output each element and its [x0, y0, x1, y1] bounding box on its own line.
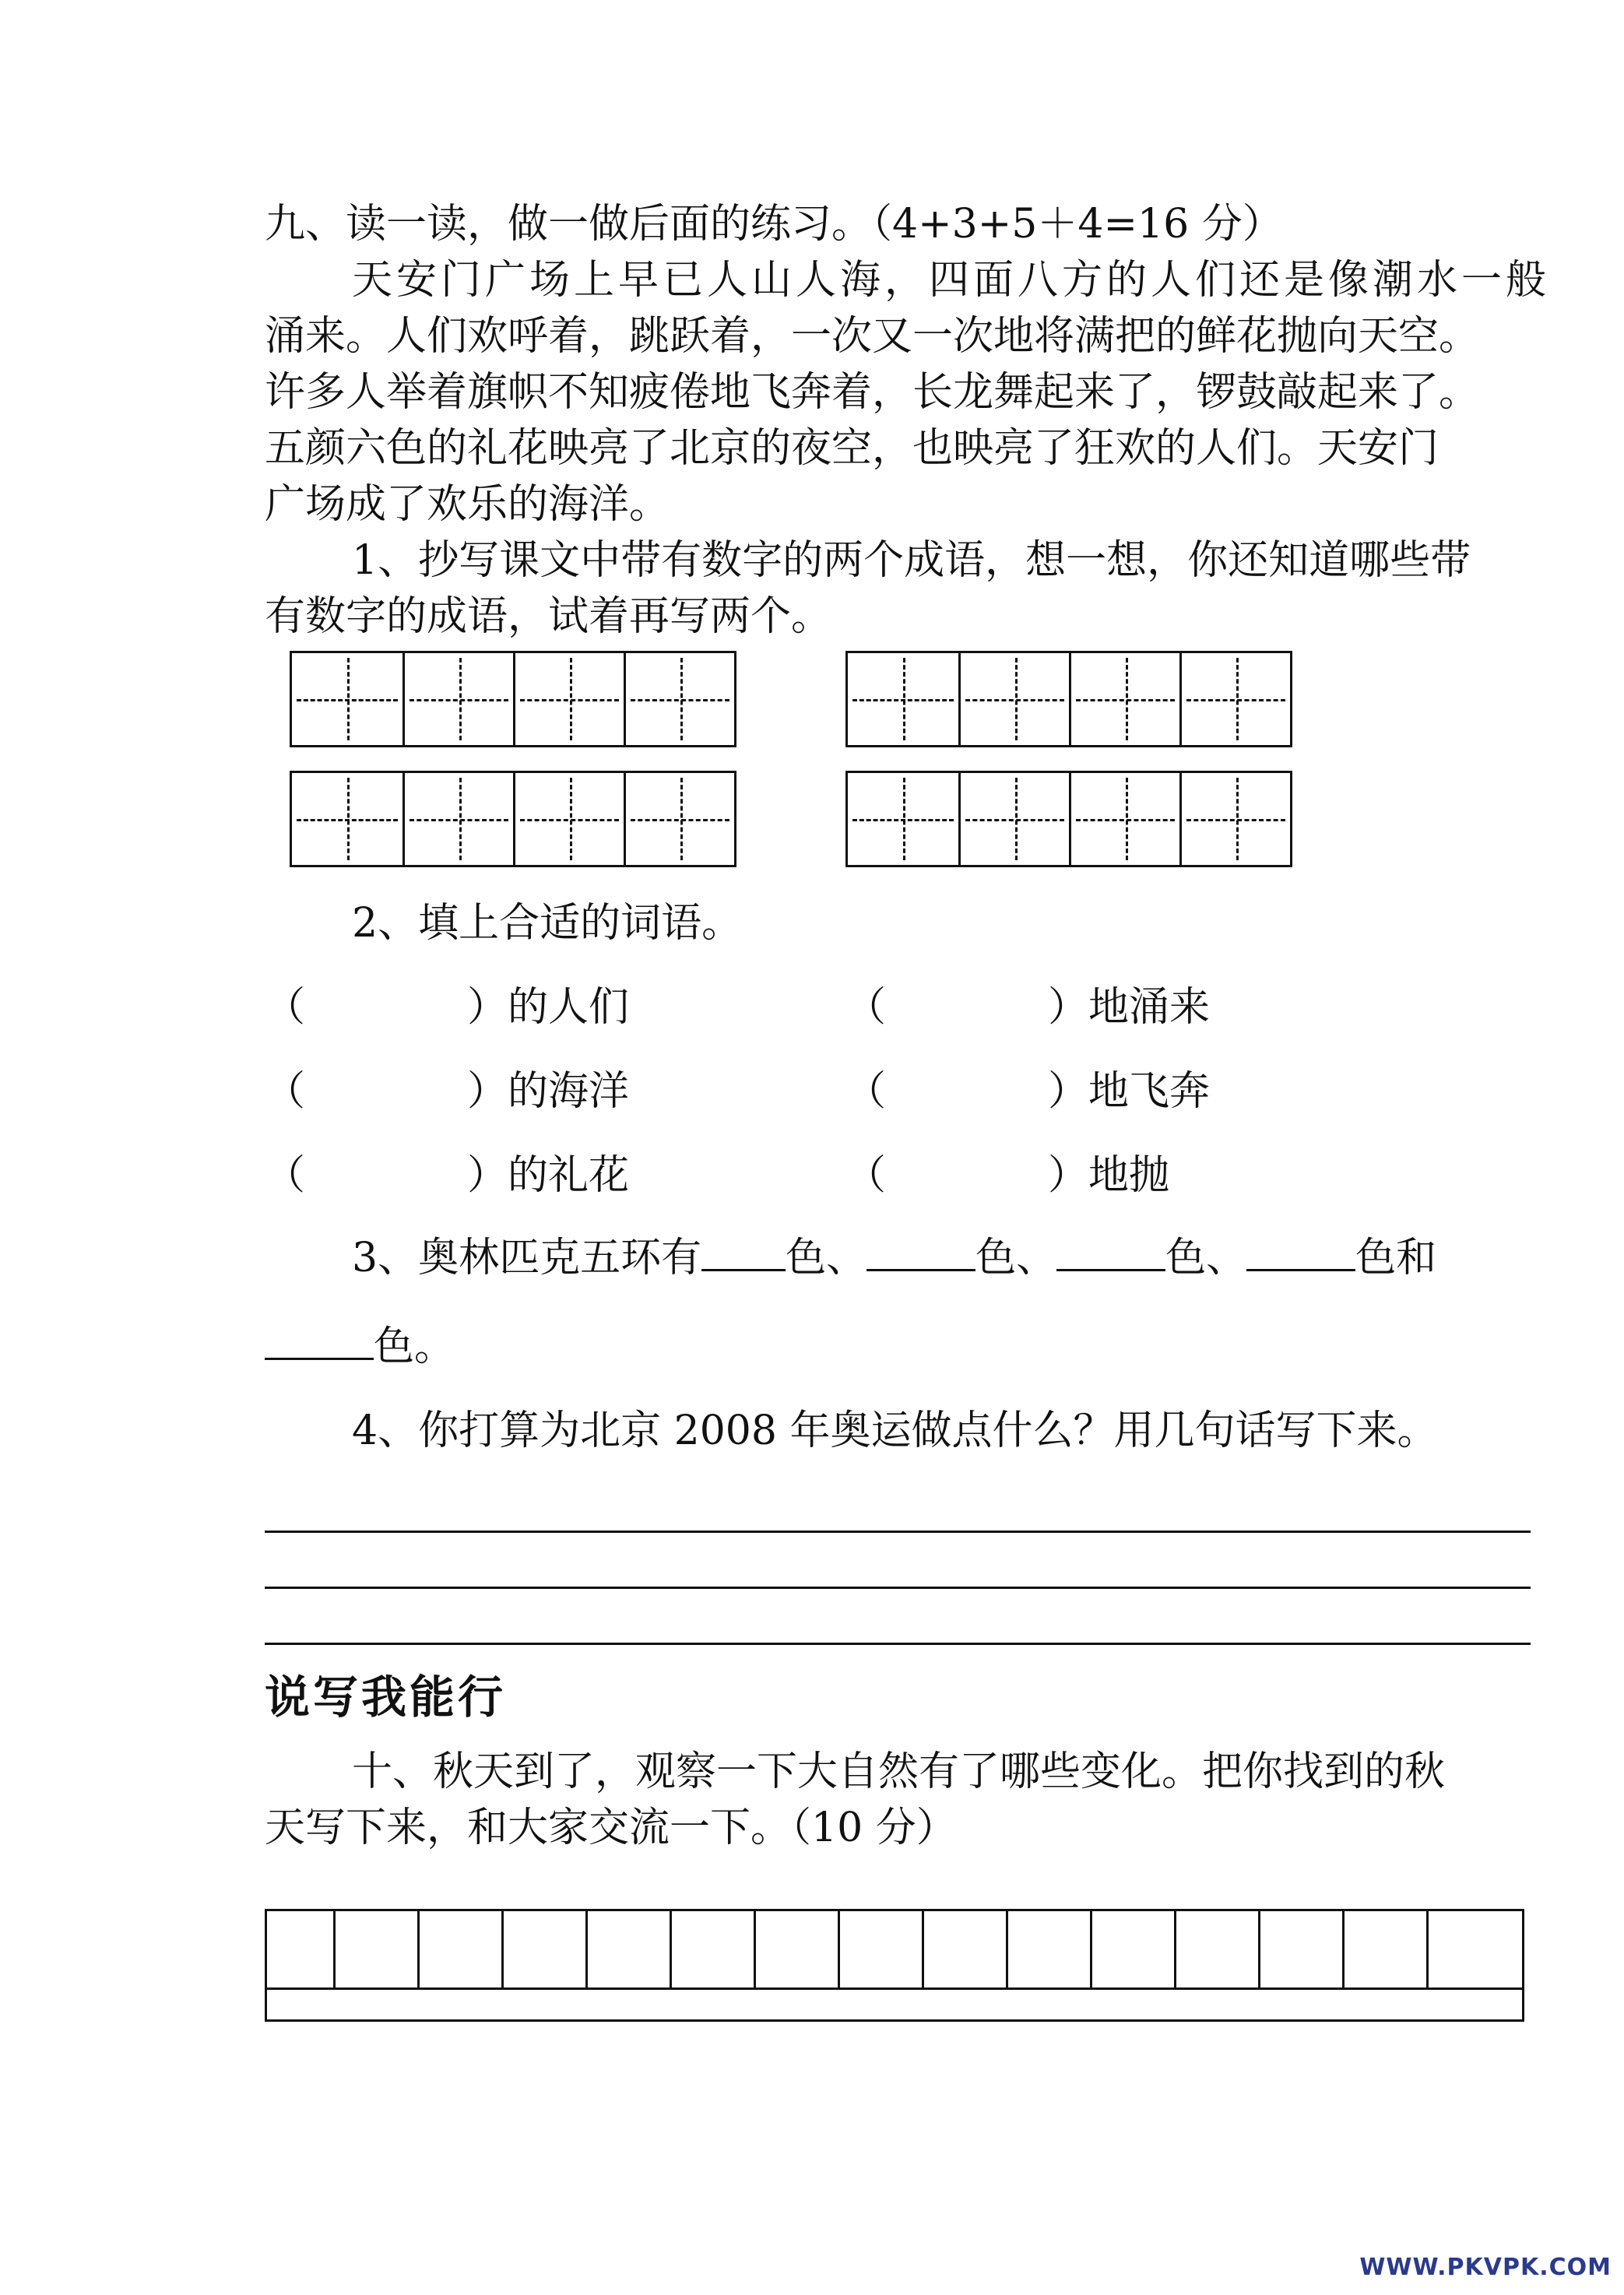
color-label-2: 色、 — [975, 1235, 1057, 1281]
fill-right-3[interactable]: （ ）地抛 — [845, 1152, 1170, 1199]
passage-line-4: 五颜六色的礼花映亮了北京的夜空，也映亮了狂欢的人们。天安门 — [265, 425, 1439, 472]
passage-line-1: 天安门广场上早已人山人海，四面八方的人们还是像潮水一般 — [352, 257, 1551, 304]
color-blank-3[interactable] — [1056, 1238, 1165, 1271]
color-label-4: 色和 — [1355, 1235, 1437, 1281]
color-label-5: 色。 — [374, 1323, 455, 1370]
fill-left-3[interactable]: （ ）的礼花 — [265, 1152, 630, 1199]
answer-line-3[interactable] — [265, 1643, 1531, 1645]
section-heading: 说写我能行 — [265, 1671, 507, 1724]
q9-sub3-cont — [265, 1322, 455, 1372]
q9-sub4: 4、你打算为北京 2008 年奥运做点什么？用几句话写下来。 — [352, 1408, 1438, 1454]
idiom-grid-3[interactable] — [290, 771, 736, 867]
q9-sub3 — [352, 1233, 1436, 1283]
composition-grid[interactable] — [265, 1909, 1524, 2022]
passage-line-2: 涌来。人们欢呼着，跳跃着，一次又一次地将满把的鲜花抛向天空。 — [265, 313, 1480, 360]
fill-left-1[interactable]: （ ）的人们 — [265, 984, 630, 1031]
color-blank-1[interactable] — [701, 1238, 786, 1271]
idiom-grid-1[interactable] — [290, 651, 736, 747]
passage-line-3: 许多人举着旗帜不知疲倦地飞奔着，长龙舞起来了，锣鼓敲起来了。 — [265, 369, 1480, 416]
color-blank-5[interactable] — [265, 1327, 374, 1360]
q10-line-1: 十、秋天到了，观察一下大自然有了哪些变化。把你找到的秋 — [352, 1748, 1446, 1795]
q9-sub1-line-2: 有数字的成语，试着再写两个。 — [265, 593, 832, 640]
q9-sub1-line-1: 1、抄写课文中带有数字的两个成语，想一想，你还知道哪些带 — [352, 537, 1471, 584]
q10-line-2: 天写下来，和大家交流一下。（10 分） — [265, 1805, 957, 1851]
fill-right-1[interactable]: （ ）地涌来 — [845, 984, 1211, 1031]
color-blank-2[interactable] — [866, 1238, 975, 1271]
q9-sub2: 2、填上合适的词语。 — [352, 900, 743, 947]
site-watermark: WWW.PKVPK.COM — [1359, 2254, 1612, 2281]
fill-right-2[interactable]: （ ）地飞奔 — [845, 1068, 1211, 1115]
fill-left-2[interactable]: （ ）的海洋 — [265, 1068, 630, 1115]
q9-title: 九、读一读，做一做后面的练习。（4+3+5＋4=16 分） — [265, 201, 1283, 248]
color-label-3: 色、 — [1165, 1235, 1247, 1281]
answer-line-2[interactable] — [265, 1587, 1531, 1589]
idiom-grid-2[interactable] — [845, 651, 1292, 747]
q9-sub3-prompt: 3、奥林匹克五环有 — [352, 1235, 702, 1281]
color-blank-4[interactable] — [1246, 1238, 1355, 1271]
idiom-grid-4[interactable] — [845, 771, 1292, 867]
color-label-1: 色、 — [786, 1235, 867, 1281]
answer-line-1[interactable] — [265, 1531, 1531, 1533]
passage-line-5: 广场成了欢乐的海洋。 — [265, 481, 670, 528]
